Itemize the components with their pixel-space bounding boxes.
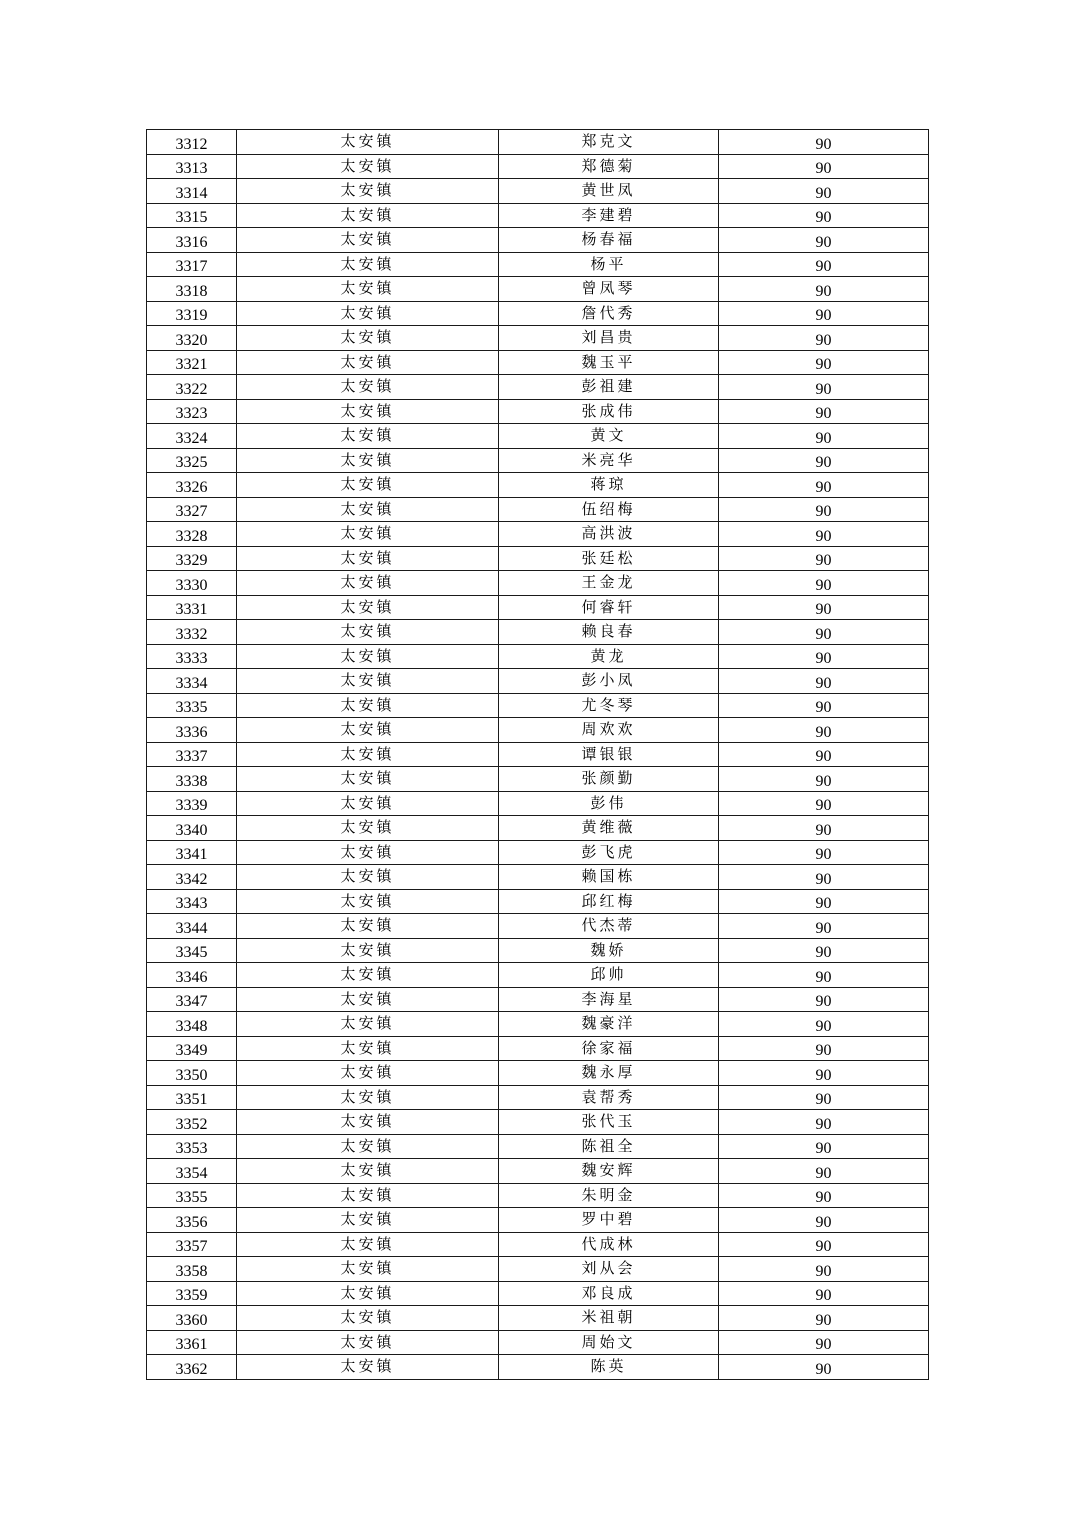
score-cell: 90: [719, 301, 929, 326]
town-cell: 太安镇: [237, 497, 499, 522]
row-number-cell: 3341: [147, 840, 237, 865]
person-name-cell: 徐家福: [499, 1036, 719, 1061]
person-name-cell: 邱红梅: [499, 889, 719, 914]
table-row: [147, 1036, 929, 1061]
score-cell: 90: [719, 1183, 929, 1208]
person-name-cell: 彭飞虎: [499, 840, 719, 865]
town-cell: 太安镇: [237, 693, 499, 718]
person-name-cell: 何睿轩: [499, 595, 719, 620]
table-row: [147, 595, 929, 620]
town-cell: 太安镇: [237, 620, 499, 645]
table-row: [147, 620, 929, 645]
table-row: [147, 301, 929, 326]
town-cell: 太安镇: [237, 791, 499, 816]
score-cell: 90: [719, 326, 929, 351]
roster-table-body: [147, 130, 929, 1380]
score-cell: 90: [719, 889, 929, 914]
table-row: [147, 1330, 929, 1355]
row-number-cell: 3333: [147, 644, 237, 669]
town-cell: 太安镇: [237, 448, 499, 473]
person-name-cell: 陈英: [499, 1355, 719, 1380]
row-number-cell: 3353: [147, 1134, 237, 1159]
person-name-cell: 周欢欢: [499, 718, 719, 743]
table-row: [147, 1257, 929, 1282]
score-cell: 90: [719, 693, 929, 718]
town-cell: 太安镇: [237, 938, 499, 963]
table-row: [147, 718, 929, 743]
town-cell: 太安镇: [237, 865, 499, 890]
row-number-cell: 3343: [147, 889, 237, 914]
town-cell: 太安镇: [237, 522, 499, 547]
table-row: [147, 742, 929, 767]
score-cell: 90: [719, 595, 929, 620]
row-number-cell: 3330: [147, 571, 237, 596]
row-number-cell: 3314: [147, 179, 237, 204]
row-number-cell: 3346: [147, 963, 237, 988]
score-cell: 90: [719, 473, 929, 498]
town-cell: 太安镇: [237, 301, 499, 326]
town-cell: 太安镇: [237, 1012, 499, 1037]
person-name-cell: 赖良春: [499, 620, 719, 645]
town-cell: 太安镇: [237, 889, 499, 914]
row-number-cell: 3335: [147, 693, 237, 718]
score-cell: 90: [719, 375, 929, 400]
person-name-cell: 罗中碧: [499, 1208, 719, 1233]
table-row: [147, 399, 929, 424]
person-name-cell: 刘昌贵: [499, 326, 719, 351]
table-row: [147, 473, 929, 498]
score-cell: 90: [719, 865, 929, 890]
row-number-cell: 3339: [147, 791, 237, 816]
score-cell: 90: [719, 914, 929, 939]
town-cell: 太安镇: [237, 914, 499, 939]
person-name-cell: 朱明金: [499, 1183, 719, 1208]
town-cell: 太安镇: [237, 252, 499, 277]
score-cell: 90: [719, 1281, 929, 1306]
table-row: [147, 375, 929, 400]
table-row: [147, 693, 929, 718]
town-cell: 太安镇: [237, 571, 499, 596]
score-cell: 90: [719, 1232, 929, 1257]
score-cell: 90: [719, 742, 929, 767]
town-cell: 太安镇: [237, 1036, 499, 1061]
town-cell: 太安镇: [237, 816, 499, 841]
table-row: [147, 1208, 929, 1233]
person-name-cell: 张廷松: [499, 546, 719, 571]
score-cell: 90: [719, 987, 929, 1012]
table-row: [147, 840, 929, 865]
town-cell: 太安镇: [237, 963, 499, 988]
row-number-cell: 3319: [147, 301, 237, 326]
town-cell: 太安镇: [237, 1061, 499, 1086]
table-row: [147, 1232, 929, 1257]
row-number-cell: 3324: [147, 424, 237, 449]
row-number-cell: 3332: [147, 620, 237, 645]
person-name-cell: 魏安辉: [499, 1159, 719, 1184]
table-row: [147, 938, 929, 963]
person-name-cell: 蒋琼: [499, 473, 719, 498]
row-number-cell: 3316: [147, 228, 237, 253]
town-cell: 太安镇: [237, 1208, 499, 1233]
score-cell: 90: [719, 1036, 929, 1061]
score-cell: 90: [719, 1330, 929, 1355]
score-cell: 90: [719, 1159, 929, 1184]
score-cell: 90: [719, 1085, 929, 1110]
town-cell: 太安镇: [237, 1281, 499, 1306]
score-cell: 90: [719, 252, 929, 277]
table-row: [147, 963, 929, 988]
row-number-cell: 3315: [147, 203, 237, 228]
table-row: [147, 1159, 929, 1184]
row-number-cell: 3326: [147, 473, 237, 498]
town-cell: 太安镇: [237, 179, 499, 204]
person-name-cell: 彭小凤: [499, 669, 719, 694]
row-number-cell: 3359: [147, 1281, 237, 1306]
table-row: [147, 154, 929, 179]
row-number-cell: 3312: [147, 130, 237, 155]
table-row: [147, 644, 929, 669]
person-name-cell: 邓良成: [499, 1281, 719, 1306]
town-cell: 太安镇: [237, 375, 499, 400]
table-row: [147, 1012, 929, 1037]
person-name-cell: 魏玉平: [499, 350, 719, 375]
person-name-cell: 魏娇: [499, 938, 719, 963]
score-cell: 90: [719, 424, 929, 449]
score-cell: 90: [719, 1061, 929, 1086]
person-name-cell: 伍绍梅: [499, 497, 719, 522]
town-cell: 太安镇: [237, 130, 499, 155]
score-cell: 90: [719, 816, 929, 841]
table-row: [147, 228, 929, 253]
town-cell: 太安镇: [237, 546, 499, 571]
table-row: [147, 522, 929, 547]
score-cell: 90: [719, 1257, 929, 1282]
person-name-cell: 代成林: [499, 1232, 719, 1257]
town-cell: 太安镇: [237, 669, 499, 694]
town-cell: 太安镇: [237, 1183, 499, 1208]
score-cell: 90: [719, 1208, 929, 1233]
table-row: [147, 987, 929, 1012]
person-name-cell: 张颜勤: [499, 767, 719, 792]
person-name-cell: 邱帅: [499, 963, 719, 988]
row-number-cell: 3351: [147, 1085, 237, 1110]
person-name-cell: 李海星: [499, 987, 719, 1012]
table-row: [147, 889, 929, 914]
row-number-cell: 3327: [147, 497, 237, 522]
table-row: [147, 1061, 929, 1086]
town-cell: 太安镇: [237, 203, 499, 228]
row-number-cell: 3340: [147, 816, 237, 841]
town-cell: 太安镇: [237, 1330, 499, 1355]
row-number-cell: 3355: [147, 1183, 237, 1208]
score-cell: 90: [719, 399, 929, 424]
town-cell: 太安镇: [237, 1257, 499, 1282]
row-number-cell: 3347: [147, 987, 237, 1012]
person-name-cell: 曾凤琴: [499, 277, 719, 302]
score-cell: 90: [719, 767, 929, 792]
person-name-cell: 米亮华: [499, 448, 719, 473]
table-row: [147, 791, 929, 816]
town-cell: 太安镇: [237, 424, 499, 449]
person-name-cell: 彭祖建: [499, 375, 719, 400]
row-number-cell: 3325: [147, 448, 237, 473]
score-cell: 90: [719, 1134, 929, 1159]
row-number-cell: 3320: [147, 326, 237, 351]
row-number-cell: 3361: [147, 1330, 237, 1355]
person-name-cell: 彭伟: [499, 791, 719, 816]
table-row: [147, 179, 929, 204]
score-cell: 90: [719, 840, 929, 865]
score-cell: 90: [719, 1012, 929, 1037]
town-cell: 太安镇: [237, 1134, 499, 1159]
person-name-cell: 代杰蒂: [499, 914, 719, 939]
table-row: [147, 1183, 929, 1208]
row-number-cell: 3337: [147, 742, 237, 767]
score-cell: 90: [719, 203, 929, 228]
score-cell: 90: [719, 448, 929, 473]
person-name-cell: 米祖朝: [499, 1306, 719, 1331]
row-number-cell: 3362: [147, 1355, 237, 1380]
table-row: [147, 767, 929, 792]
score-cell: 90: [719, 130, 929, 155]
score-cell: 90: [719, 277, 929, 302]
row-number-cell: 3329: [147, 546, 237, 571]
score-cell: 90: [719, 1306, 929, 1331]
town-cell: 太安镇: [237, 154, 499, 179]
person-name-cell: 杨平: [499, 252, 719, 277]
score-cell: 90: [719, 350, 929, 375]
table-row: [147, 1134, 929, 1159]
town-cell: 太安镇: [237, 399, 499, 424]
row-number-cell: 3336: [147, 718, 237, 743]
table-row: [147, 816, 929, 841]
person-name-cell: 黄龙: [499, 644, 719, 669]
town-cell: 太安镇: [237, 473, 499, 498]
row-number-cell: 3321: [147, 350, 237, 375]
table-row: [147, 497, 929, 522]
row-number-cell: 3334: [147, 669, 237, 694]
table-row: [147, 571, 929, 596]
town-cell: 太安镇: [237, 987, 499, 1012]
score-cell: 90: [719, 546, 929, 571]
table-row: [147, 424, 929, 449]
town-cell: 太安镇: [237, 767, 499, 792]
roster-table: [146, 129, 929, 1380]
person-name-cell: 张代玉: [499, 1110, 719, 1135]
score-cell: 90: [719, 497, 929, 522]
town-cell: 太安镇: [237, 228, 499, 253]
person-name-cell: 陈祖全: [499, 1134, 719, 1159]
person-name-cell: 周始文: [499, 1330, 719, 1355]
town-cell: 太安镇: [237, 742, 499, 767]
person-name-cell: 尤冬琴: [499, 693, 719, 718]
person-name-cell: 詹代秀: [499, 301, 719, 326]
score-cell: 90: [719, 718, 929, 743]
row-number-cell: 3317: [147, 252, 237, 277]
town-cell: 太安镇: [237, 1232, 499, 1257]
person-name-cell: 魏永厚: [499, 1061, 719, 1086]
person-name-cell: 黄维薇: [499, 816, 719, 841]
town-cell: 太安镇: [237, 840, 499, 865]
row-number-cell: 3358: [147, 1257, 237, 1282]
town-cell: 太安镇: [237, 595, 499, 620]
person-name-cell: 郑德菊: [499, 154, 719, 179]
town-cell: 太安镇: [237, 1306, 499, 1331]
score-cell: 90: [719, 791, 929, 816]
town-cell: 太安镇: [237, 326, 499, 351]
row-number-cell: 3350: [147, 1061, 237, 1086]
table-row: [147, 1306, 929, 1331]
person-name-cell: 谭银银: [499, 742, 719, 767]
town-cell: 太安镇: [237, 1159, 499, 1184]
town-cell: 太安镇: [237, 718, 499, 743]
score-cell: 90: [719, 571, 929, 596]
score-cell: 90: [719, 1355, 929, 1380]
row-number-cell: 3322: [147, 375, 237, 400]
row-number-cell: 3354: [147, 1159, 237, 1184]
person-name-cell: 袁帮秀: [499, 1085, 719, 1110]
score-cell: 90: [719, 669, 929, 694]
score-cell: 90: [719, 938, 929, 963]
row-number-cell: 3356: [147, 1208, 237, 1233]
score-cell: 90: [719, 522, 929, 547]
person-name-cell: 杨春福: [499, 228, 719, 253]
row-number-cell: 3345: [147, 938, 237, 963]
row-number-cell: 3338: [147, 767, 237, 792]
row-number-cell: 3318: [147, 277, 237, 302]
score-cell: 90: [719, 620, 929, 645]
table-row: [147, 1085, 929, 1110]
row-number-cell: 3360: [147, 1306, 237, 1331]
person-name-cell: 黄文: [499, 424, 719, 449]
person-name-cell: 张成伟: [499, 399, 719, 424]
town-cell: 太安镇: [237, 350, 499, 375]
town-cell: 太安镇: [237, 1355, 499, 1380]
score-cell: 90: [719, 963, 929, 988]
table-row: [147, 252, 929, 277]
town-cell: 太安镇: [237, 1110, 499, 1135]
person-name-cell: 王金龙: [499, 571, 719, 596]
row-number-cell: 3342: [147, 865, 237, 890]
town-cell: 太安镇: [237, 644, 499, 669]
table-row: [147, 1110, 929, 1135]
person-name-cell: 赖国栋: [499, 865, 719, 890]
table-row: [147, 914, 929, 939]
table-row: [147, 130, 929, 155]
person-name-cell: 高洪波: [499, 522, 719, 547]
table-row: [147, 669, 929, 694]
table-row: [147, 448, 929, 473]
row-number-cell: 3328: [147, 522, 237, 547]
row-number-cell: 3323: [147, 399, 237, 424]
row-number-cell: 3344: [147, 914, 237, 939]
table-row: [147, 1355, 929, 1380]
table-row: [147, 326, 929, 351]
person-name-cell: 魏豪洋: [499, 1012, 719, 1037]
table-row: [147, 350, 929, 375]
row-number-cell: 3348: [147, 1012, 237, 1037]
person-name-cell: 刘从会: [499, 1257, 719, 1282]
row-number-cell: 3349: [147, 1036, 237, 1061]
table-row: [147, 546, 929, 571]
town-cell: 太安镇: [237, 277, 499, 302]
score-cell: 90: [719, 154, 929, 179]
table-row: [147, 277, 929, 302]
row-number-cell: 3357: [147, 1232, 237, 1257]
person-name-cell: 李建碧: [499, 203, 719, 228]
score-cell: 90: [719, 644, 929, 669]
person-name-cell: 黄世凤: [499, 179, 719, 204]
person-name-cell: 郑克文: [499, 130, 719, 155]
row-number-cell: 3313: [147, 154, 237, 179]
town-cell: 太安镇: [237, 1085, 499, 1110]
table-row: [147, 865, 929, 890]
table-row: [147, 203, 929, 228]
row-number-cell: 3352: [147, 1110, 237, 1135]
table-row: [147, 1281, 929, 1306]
score-cell: 90: [719, 1110, 929, 1135]
row-number-cell: 3331: [147, 595, 237, 620]
score-cell: 90: [719, 228, 929, 253]
score-cell: 90: [719, 179, 929, 204]
